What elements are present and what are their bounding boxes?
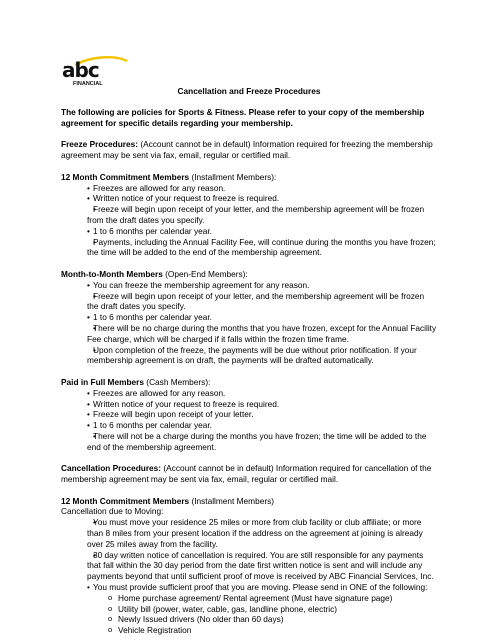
intro-paragraph: The following are policies for Sports & Fitness. Please refer to your copy of the membership agreement for specific details regarding your membership. bbox=[61, 107, 425, 128]
paid-in-full-sub: (Cash Members): bbox=[144, 376, 211, 387]
twelve-month-sub: (Installment Members): bbox=[189, 171, 277, 182]
list-item: • Upon completion of the freeze, the payments will be due without prior notification. If your membership agreement is on draft, the payments will be drafted automatically. bbox=[61, 345, 437, 367]
list-item: o Newly Issued drivers (No older than 60 days) bbox=[61, 614, 437, 625]
list-item: • Freeze will begin upon receipt of your letter. bbox=[61, 409, 437, 420]
abc-financial-logo bbox=[61, 55, 133, 87]
freeze-text: (Account cannot be in default) Information required for freezing the membership agreement may be sent via fax, email, regular or certified mail. bbox=[61, 139, 433, 161]
cancel-twelve-month-header bbox=[61, 496, 437, 507]
freeze-heading: Freeze Procedures: bbox=[61, 139, 139, 150]
logo-text: abc bbox=[62, 58, 99, 82]
month-to-month-heading: Month-to-Month Members bbox=[61, 268, 163, 279]
list-item: • There will not be a charge during the months you have frozen; the time will be added to the end of the membership agreement. bbox=[61, 431, 437, 453]
cancellation-heading: Cancellation Procedures: bbox=[61, 463, 162, 474]
month-to-month-sub: (Open-End Members): bbox=[162, 268, 248, 279]
list-item: • Freezes are allowed for any reason. bbox=[61, 183, 437, 194]
cancel-twelve-month-sub: (Installment Members) bbox=[189, 495, 274, 506]
proof-list bbox=[61, 593, 437, 636]
cancel-moving-list bbox=[61, 517, 437, 593]
list-item: o Utility bill (power, water, cable, gas, landline phone, electric) bbox=[61, 604, 437, 615]
twelve-month-list bbox=[61, 183, 437, 259]
list-item: • Freeze will begin upon receipt of your letter, and the membership agreement will be frozen from the draft dates you specify. bbox=[61, 204, 437, 226]
cancellation-procedures bbox=[61, 463, 437, 485]
cancel-twelve-month-heading: 12 Month Commitment Members bbox=[61, 495, 190, 506]
list-item: • You can freeze the membership agreement for any reason. bbox=[61, 280, 437, 291]
list-item: • 30 day written notice of cancellation is required. You are still responsible for any payments that fall within the 30 day period from the date first written notice is sent and will include any payments beyond that until sufficient proof of move is received by ABC Financial Services, Inc. bbox=[61, 550, 437, 582]
list-item: • Freeze will begin upon receipt of your letter, and the membership agreement will be frozen the draft dates you specify. bbox=[61, 291, 437, 313]
month-to-month-header bbox=[61, 269, 437, 280]
list-item: • You must move your residence 25 miles or more from club facility or club affiliate; or more than 8 miles from your present location if the address on the agreement at joining is already over 25 miles away from the facility. bbox=[61, 517, 437, 549]
list-item: • 1 to 6 months per calendar year. bbox=[61, 226, 437, 237]
logo-subtext: FINANCIAL bbox=[73, 81, 103, 87]
list-item: • Payments, including the Annual Facility Fee, will continue during the months you have frozen; the time will be added to the end of the membership agreement. bbox=[61, 237, 437, 259]
paid-in-full-header bbox=[61, 377, 437, 388]
list-item: o Vehicle Registration bbox=[61, 625, 437, 636]
twelve-month-header bbox=[61, 172, 437, 183]
list-item: • You must provide sufficient proof that you are moving. Please send in ONE of the following: bbox=[61, 582, 437, 593]
list-item: • 1 to 6 months per calendar year. bbox=[61, 420, 437, 431]
list-item: • Written notice of your request to freeze is required. bbox=[61, 193, 437, 204]
paid-in-full-list bbox=[61, 388, 437, 453]
twelve-month-heading: 12 Month Commitment Members bbox=[61, 171, 190, 182]
list-item: o Home purchase agreement/ Rental agreement (Must have signature page) bbox=[61, 593, 437, 604]
page-title: Cancellation and Freeze Procedures bbox=[177, 86, 321, 96]
list-item: • 1 to 6 months per calendar year. bbox=[61, 312, 437, 323]
paid-in-full-heading: Paid in Full Members bbox=[61, 376, 144, 387]
list-item: • There will be no charge during the months that you have frozen, except for the Annual Facility Fee charge, which will be charged if it falls within the frozen time frame. bbox=[61, 323, 437, 345]
cancellation-text: (Account cannot be in default) Information required for cancellation of the membership agreement may be sent via fax, email, regular or certified mail. bbox=[61, 463, 432, 485]
document-body bbox=[61, 107, 437, 636]
list-item: • Written notice of your request to freeze is required. bbox=[61, 399, 437, 410]
month-to-month-list bbox=[61, 280, 437, 366]
freeze-procedures bbox=[61, 139, 437, 161]
list-item: • Freezes are allowed for any reason. bbox=[61, 388, 437, 399]
cancellation-moving-label: Cancellation due to Moving: bbox=[61, 506, 164, 517]
